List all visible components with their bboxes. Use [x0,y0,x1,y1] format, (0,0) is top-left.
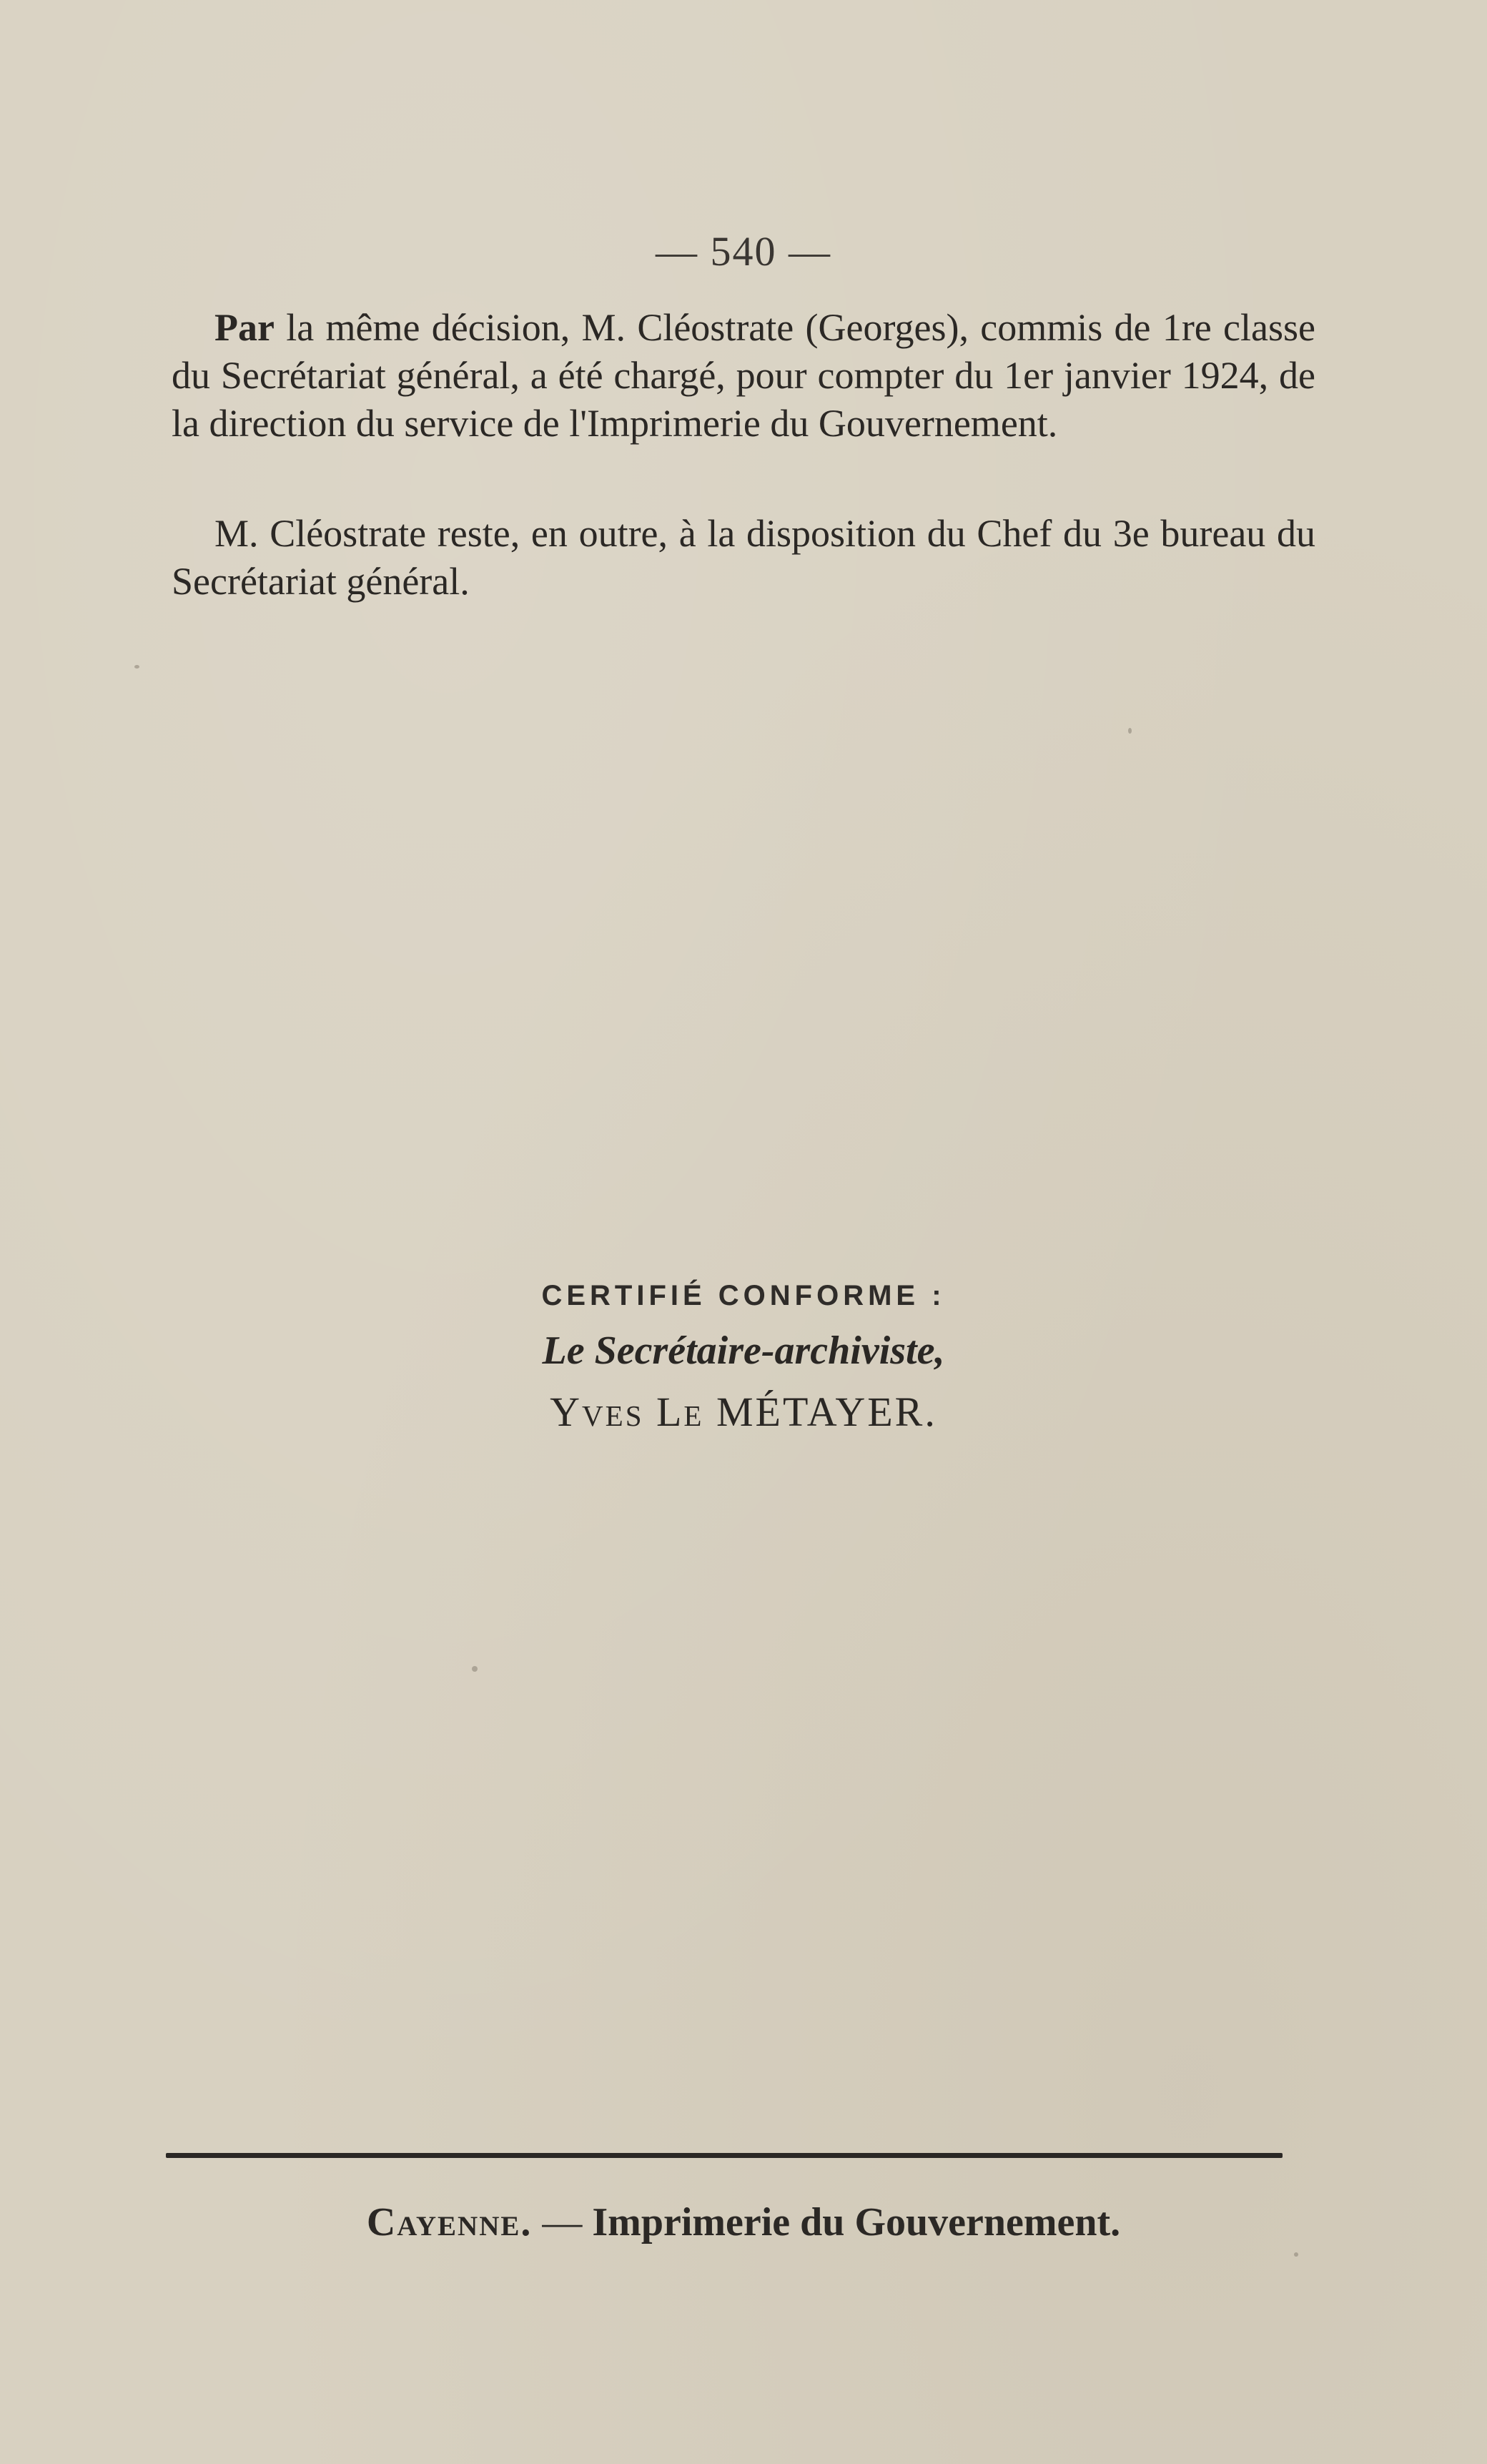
paper-speck [1294,2252,1298,2257]
paragraph-disposition [172,510,1315,606]
paper-speck [472,1666,478,1672]
paper-speck [1128,728,1132,734]
paper-speck [134,665,139,669]
paragraph-text: la même décision, M. Cléostrate (Georges), commis de 1re classe du Secrétariat général, a été chargé, pour compter du 1er janvier 1924, de la direction du service de l'Imprimerie du Gouvernement. [172,306,1315,445]
imprint-city: Cayenne. [366,2200,533,2244]
signatory-name: Yves Le MÉTAYER. [550,1389,937,1435]
certification-block [0,1280,1487,1436]
page-number: — 540 — [656,228,831,275]
certification-heading: CERTIFIÉ CONFORME : [541,1280,946,1311]
signatory-role: Le Secrétaire-archiviste, [542,1329,945,1373]
printer-imprint [0,2199,1487,2245]
footer-rule [166,2153,1283,2158]
paragraph-text: M. Cléostrate reste, en outre, à la disposition du Chef du 3e bureau du Secrétariat général. [172,512,1315,603]
paragraph-decision [172,304,1315,448]
paragraph-lead: Par [214,306,275,349]
imprint-separator: — [532,2200,593,2244]
imprint-printer: Imprimerie du Gouvernement. [592,2200,1121,2244]
